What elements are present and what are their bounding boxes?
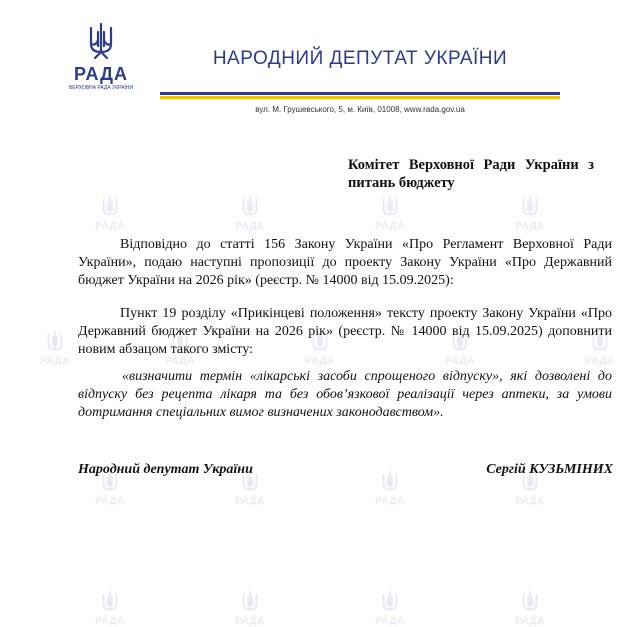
body-paragraph-3: «визначити термін «лікарські засоби спрощеного відпуску», які дозволені до відпуску без рецепта лікаря та без обов’язкової реалізації через аптеки, за умови дотримання спеціальних вимог визначених законодавством».: [78, 369, 612, 420]
letterhead-rule-blue: [160, 92, 560, 95]
watermark-text: РАДА: [95, 221, 125, 232]
trident-icon: [99, 195, 121, 221]
body-paragraph-1: Відповідно до статті 156 Закону України «Про Регламент Верховної Ради України», подаю наступні пропозиції до проекту Закону України «Про Державний бюджет України на 2026 рік» (реєстр. № 14000 від 15.09.2025):: [78, 237, 612, 288]
watermark-rada: [515, 590, 545, 627]
addressee: Комітет Верховної Ради України з питань бюджету: [348, 157, 594, 191]
trident-icon: [379, 195, 401, 221]
trident-icon: [239, 195, 261, 221]
watermark-text: РАДА: [235, 616, 265, 627]
watermark-text: РАДА: [515, 221, 545, 232]
watermark-rada: [515, 195, 545, 232]
trident-icon: [519, 590, 541, 616]
watermark-text: РАДА: [445, 356, 475, 367]
letterhead-rule-yellow: [160, 96, 560, 99]
watermark-text: РАДА: [375, 496, 405, 507]
letterhead-title: НАРОДНИЙ ДЕПУТАТ УКРАЇНИ: [212, 48, 508, 69]
trident-icon: [44, 330, 66, 356]
watermark-rada: [235, 195, 265, 232]
signature-position: Народний депутат України: [78, 462, 253, 477]
watermark-text: РАДА: [165, 356, 195, 367]
logo-subtitle: ВЕРХОВНА РАДА УКРАЇНИ: [68, 85, 134, 91]
trident-icon: [379, 590, 401, 616]
watermark-text: РАДА: [95, 616, 125, 627]
watermark-rada: [375, 590, 405, 627]
trident-icon: [99, 590, 121, 616]
letterhead-address: вул. М. Грушевського, 5, м. Київ, 01008, www.rada.gov.ua: [255, 105, 465, 114]
rada-logo: [66, 22, 136, 91]
watermark-text: РАДА: [235, 496, 265, 507]
logo-text: РАДА: [74, 64, 128, 84]
watermark-text: РАДА: [515, 496, 545, 507]
watermark-text: РАДА: [375, 616, 405, 627]
trident-icon: [86, 22, 116, 62]
body-paragraph-2: Пункт 19 розділу «Прикінцеві положення» тексту проекту Закону України «Про Державний бюджет України на 2026 рік» (реєстр. № 14000 від 15.09.2025) доповнити новим абзацом такого змісту:: [78, 306, 612, 357]
watermark-text: РАДА: [375, 221, 405, 232]
signature-name: Сергій КУЗЬМІНИХ: [486, 462, 613, 477]
watermark-text: РАДА: [235, 221, 265, 232]
watermark-rada: [375, 195, 405, 232]
watermark-text: РАДА: [305, 356, 335, 367]
watermark-text: РАДА: [95, 496, 125, 507]
watermark-rada: [375, 470, 405, 507]
watermark-rada: [95, 590, 125, 627]
trident-icon: [239, 590, 261, 616]
trident-icon: [379, 470, 401, 496]
watermark-text: РАДА: [585, 356, 615, 367]
watermark-rada: [95, 195, 125, 232]
trident-icon: [519, 195, 541, 221]
watermark-text: РАДА: [40, 356, 70, 367]
watermark-rada: [40, 330, 70, 367]
watermark-text: РАДА: [515, 616, 545, 627]
watermark-rada: [235, 590, 265, 627]
